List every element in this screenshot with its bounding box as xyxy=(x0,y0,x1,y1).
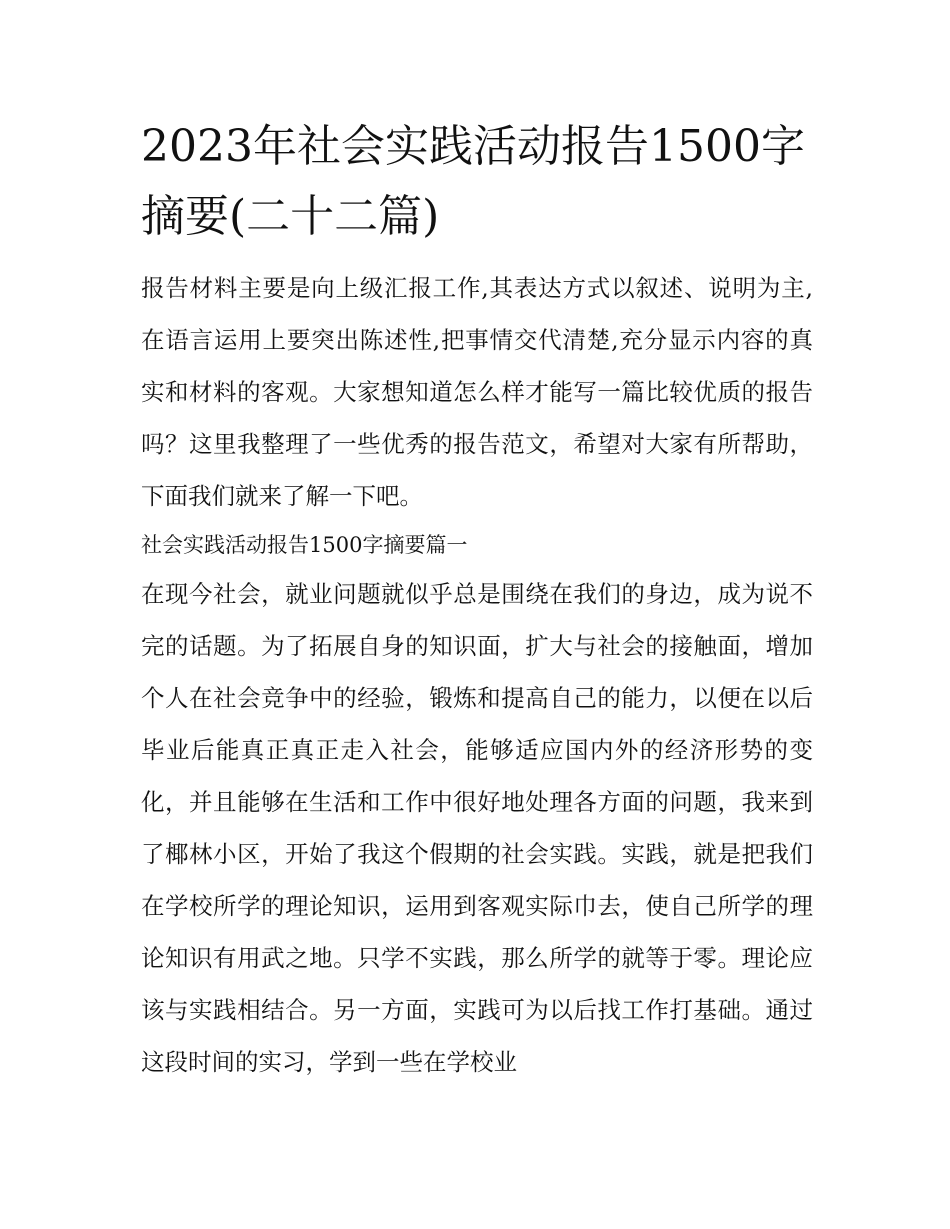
intro-paragraph: 报告材料主要是向上级汇报工作,其表达方式以叙述、说明为主,在语言运用上要突出陈述性,把事情交代清楚,充分显示内容的真实和材料的客观。大家想知道怎么样才能写一篇比较优质的报告吗？这里我整理了一些优秀的报告范文，希望对大家有所帮助，下面我们就来了解一下吧。 xyxy=(141,274,813,510)
body-paragraph: 在现今社会，就业问题就似乎总是围绕在我们的身边，成为说不完的话题。为了拓展自身的知识面，扩大与社会的接触面，增加个人在社会竞争中的经验，锻炼和提高自己的能力，以便在以后毕业后能真正真正走入社会，能够适应国内外的经济形势的变化，并且能够在生活和工作中很好地处理各方面的问题，我来到了椰林小区，开始了我这个假期的社会实践。实践，就是把我们在学校所学的理论知识，运用到客观实际巾去，使自己所学的理论知识有用武之地。只学不实践，那么所学的就等于零。理论应该与实践相结合。另一方面，实践可为以后找工作打基础。通过这段时间的实习，学到一些在学校业 xyxy=(141,580,813,1076)
document-title: 2023年社会实践活动报告1500字摘要(二十二篇) xyxy=(141,121,805,242)
document-content xyxy=(141,112,813,1088)
section-heading: 社会实践活动报告1500字摘要篇一 xyxy=(141,533,468,557)
